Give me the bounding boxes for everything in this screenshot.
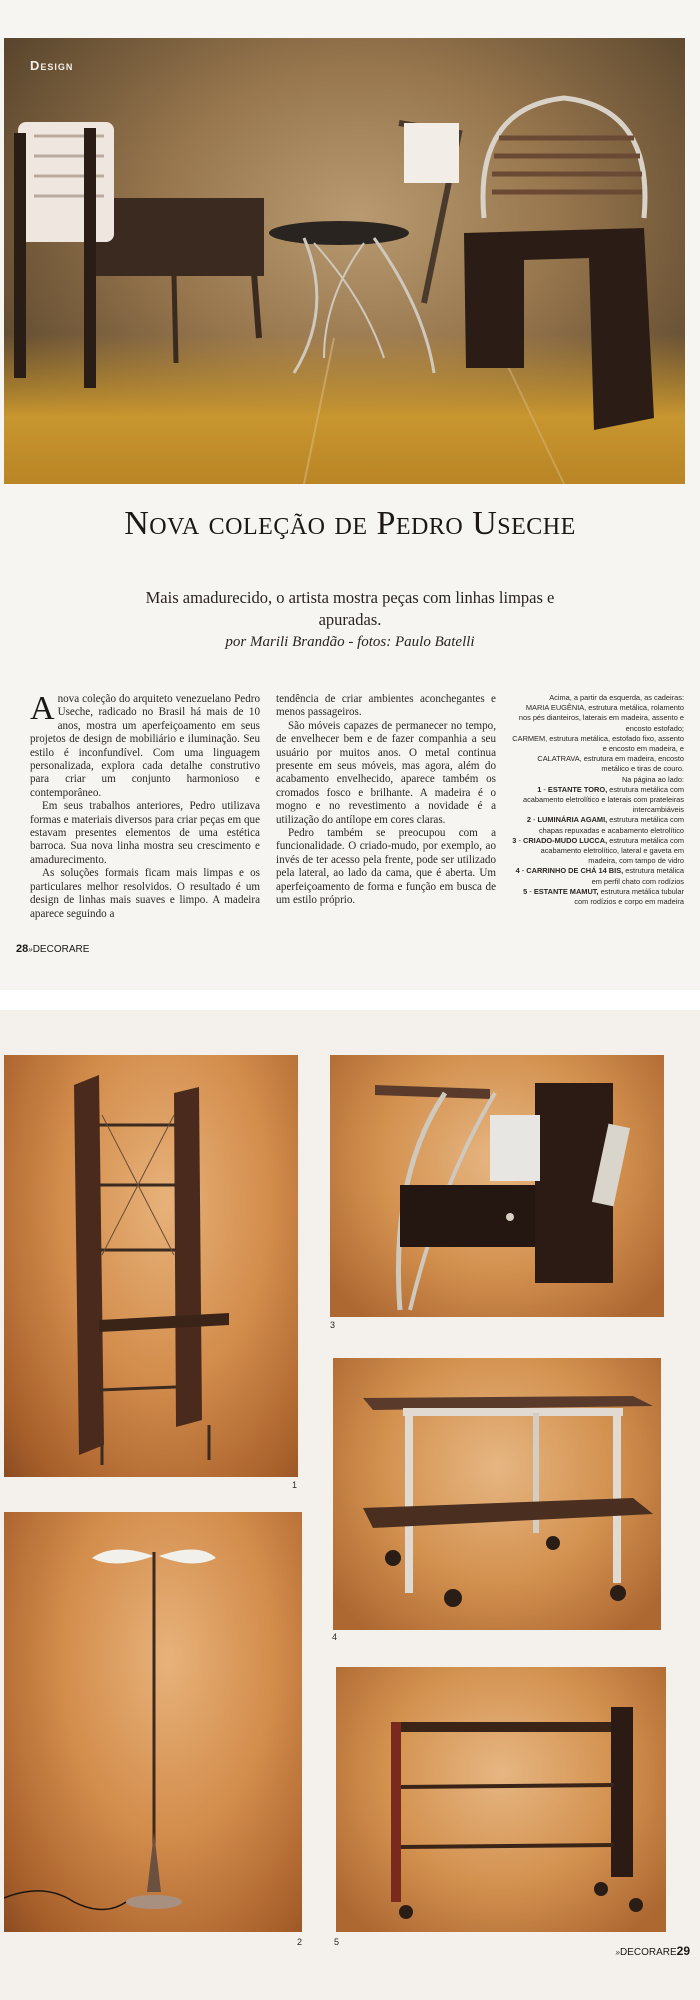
paragraph: Anova coleção do arquiteto venezuelano Pedro Useche, radicado no Brasil há mais de 10 anos, mostra um aperfeiçoamento em seus projetos de design de mobiliário e iluminação. Seu estilo é inconfundível. Com uma linguagem personalizada, explora cada detalhe construtivo para criar um conjunto harmonioso e contemporâneo.: [30, 690, 260, 799]
photo-carrinho-14-bis: [333, 1358, 661, 1630]
page-folio-right: »DECORARE29: [615, 1944, 690, 1958]
photo-number: 4: [332, 1632, 338, 1642]
caption-item: 2 - LUMINÁRIA AGAMI, estrutura metálica com chapas repuxadas e acabamento eletrolítico: [526, 815, 684, 835]
paragraph: Pedro também se preocupou com a funcionalidade. O criado-mudo, por exemplo, ao invés de ter acesso pela frente, pode ser utilizado pela lateral, ao lado da cama, que é aberta. Um aperfeiçoamento de forma e função em busca de um estilo próprio.: [276, 827, 496, 907]
page-gap: [0, 990, 700, 1010]
caption-line: CALATRAVA, estrutura em madeira, encosto metálico e tiras de couro.: [537, 754, 684, 774]
photo-luminaria-agami: [4, 1512, 302, 1932]
article-subhead: Mais amadurecido, o artista mostra peças com linhas limpas e apuradas.: [145, 588, 555, 629]
photo-estante-mamut: [336, 1667, 666, 1932]
hero-photo-chairs: [4, 38, 685, 484]
caption-line: MARIA EUGÊNIA, estrutura metálica, rolamento nos pés dianteiros, laterais em madeira, assento e encosto estofado;: [518, 703, 684, 733]
chair-calatrava: [464, 98, 654, 430]
photo-number: 5: [334, 1937, 340, 1947]
chair-maria-eugenia: [14, 122, 264, 388]
drop-cap: A: [30, 690, 55, 727]
photo-number: 2: [297, 1937, 303, 1947]
estante-toro-illustration: [4, 1055, 298, 1477]
article-byline: por Marili Brandão - fotos: Paulo Batelli: [225, 634, 475, 650]
estante-mamut-illustration: [336, 1667, 666, 1932]
body-column-1: [30, 690, 260, 921]
caption-item: 5 - ESTANTE MAMUT, estrutura metálica tubular com rodízios e corpo em madeira: [523, 886, 684, 907]
paragraph: Em seus trabalhos anteriores, Pedro utilizava formas e materiais diversos para criar peças em que estavam presentes elementos de uma estética barroca. Sua nova linha mostra seu crescimento e amadurecimento.: [30, 800, 260, 866]
carrinho-14-bis-illustration: [333, 1358, 661, 1630]
paragraph: São móveis capazes de permanecer no tempo, de envelhecer bem e de fazer companhia a seu usuário por muitos anos. O metal continua presente em seus móveis, mas agora, além do acabamento envelhecido, aparece também os cromados fosco e brilhante. A madeira é o mogno e no revestimento a novidade é a utilização do antílope em cores claras.: [276, 719, 496, 826]
section-label: Design: [30, 58, 74, 73]
body-column-2: [276, 693, 496, 908]
caption-item: 3 - CRIADO-MUDO LUCCA, estrutura metálica com acabamento eletrolítico, lateral e gaveta em madeira, com tampo de vidro: [512, 835, 684, 866]
magazine-page-left: [0, 0, 700, 990]
photo-caption: [512, 693, 684, 907]
paragraph: As soluções formais ficam mais limpas e os particulares melhor resolvidos. O resultado é um design de linhas mais suaves e limpo. A madeira aparece seguindo a: [30, 867, 260, 920]
page-folio-left: 28»DECORARE: [16, 943, 90, 955]
caption-item: 4 - CARRINHO DE CHÁ 14 BIS, estrutura metálica em perfil chato com rodízios: [515, 866, 684, 886]
photo-estante-toro: [4, 1055, 298, 1477]
caption-item: 1 - ESTANTE TORO, estrutura metálica com acabamento eletrolítico e laterais com prateleiras intercambiáveis: [522, 784, 684, 815]
photo-number: 1: [292, 1480, 298, 1490]
paragraph: tendência de criar ambientes aconchegantes e menos passageiros.: [276, 693, 496, 719]
criado-mudo-lucca-illustration: [330, 1055, 664, 1317]
article-headline: Nova coleção de Pedro Useche: [124, 505, 576, 542]
caption-intro: Acima, a partir da esquerda, as cadeiras:: [549, 693, 684, 702]
photo-criado-mudo-lucca: [330, 1055, 664, 1317]
caption-next-page: Na página ao lado:: [621, 774, 684, 784]
chair-carmem: [269, 123, 459, 373]
photo-number: 3: [330, 1320, 336, 1330]
luminaria-agami-illustration: [4, 1512, 302, 1932]
caption-line: CARMEM, estrutura metálica, estofado fixo, assento e encosto em madeira, e: [512, 733, 684, 754]
chairs-illustration: [4, 38, 685, 484]
